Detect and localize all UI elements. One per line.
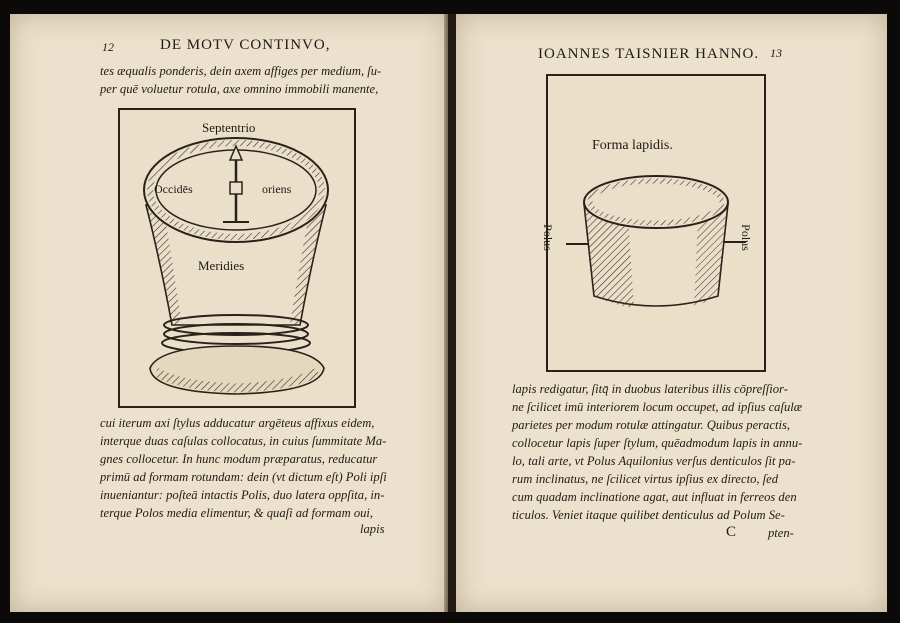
signature-mark: C: [726, 524, 737, 540]
right-catchword: pten-: [768, 526, 794, 540]
text-line: per quē voluetur rotula, axe omnino immobili manente,: [100, 82, 379, 96]
left-running-head: DE MOTV CONTINVO,: [160, 37, 331, 53]
text-line: lo, tali arte, vt Polus Aquilonius verſus denticulos ſit pa-: [512, 454, 796, 468]
label-west: Occidēs: [154, 182, 193, 196]
left-bottom-text: [100, 414, 387, 522]
text-line: cum quadam inclinatione agat, aut influat in ferreos den: [512, 490, 797, 504]
text-line: terque Polos media elimentur, & quaſi ad formam oui,: [100, 506, 374, 520]
label-north: Septentrio: [202, 120, 256, 135]
text-line: ne ſcilicet imū interiorem locum occupet, ad ipſius caſulæ: [512, 400, 803, 414]
text-line: primū ad formam rotundam: dein (vt dictum eſt) Poli ipſi: [100, 470, 387, 484]
right-page-number: 13: [770, 46, 782, 60]
left-top-text: [100, 62, 381, 98]
left-catchword: lapis: [360, 522, 385, 536]
text-line: collocetur lapis ſuper ſtylum, quēadmodum lapis in annu-: [512, 436, 803, 450]
right-running-head: IOANNES TAISNIER HANNO.: [538, 46, 760, 62]
left-page-number: 12: [102, 40, 114, 54]
text-line: cui iterum axi ſtylus adducatur argēteus affixus eidem,: [100, 416, 375, 430]
label-south: Meridies: [198, 258, 245, 273]
text-line: tes æqualis ponderis, dein axem affiges per medium, ſu-: [100, 64, 382, 78]
text-line: parietes per modum rotulæ attingatur. Quibus peractis,: [512, 418, 790, 432]
text-line: lapis redigatur, ſitq̄ in duobus lateribus illis cōpreſſior-: [512, 382, 788, 396]
label-east: oriens: [262, 182, 292, 196]
right-bottom-text: [512, 380, 802, 524]
lodestone-woodcut: [548, 76, 764, 370]
text-line: inueniantur: poſteā intactis Polis, duo latera oppſita, in-: [100, 488, 385, 502]
text-line: gnes collocetur. In hunc modum præparatus, reducatur: [100, 452, 378, 466]
lodestone-figure: [540, 74, 766, 372]
label-pole-left: Polus: [540, 224, 555, 251]
text-line: rum inclinatus, ne ſcilicet virtus ipſius ex directo, ſed: [512, 472, 779, 486]
label-stone-title: Forma lapidis.: [592, 138, 673, 153]
compass-figure: [118, 108, 356, 408]
text-line: interque duas caſulas collocatus, in cuius ſummitate Ma-: [100, 434, 387, 448]
text-line: ticulos. Veniet itaque quilibet denticulus ad Polum Se-: [512, 508, 785, 522]
label-pole-right: Polus: [738, 224, 753, 251]
